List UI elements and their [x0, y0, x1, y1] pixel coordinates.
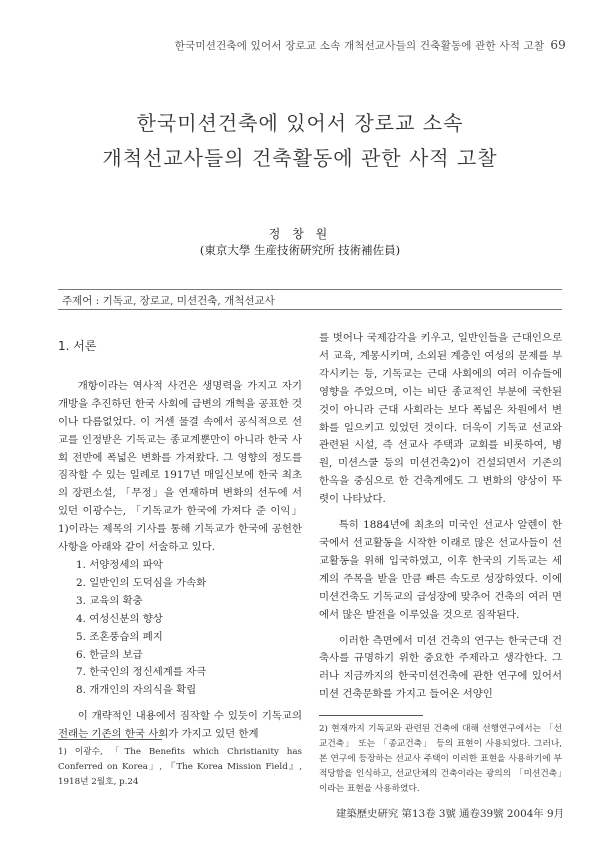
article-title-line-2: 개척선교사들의 건축활동에 관한 사적 고찰: [102, 146, 498, 170]
right-column: [319, 330, 562, 704]
author-affiliation: (東京大學 生産技術硏究所 技術補佐員): [199, 243, 401, 257]
section-heading: 1. 서론: [58, 339, 97, 353]
body-paragraph: 이 개략적인 내용에서 짐작할 수 있듯이 기독교의 전래는 기존의 한국 사회가 가지고 있던 한계: [58, 710, 302, 741]
keywords: 주제어 : 기독교, 장로교, 미션건축, 개척선교사: [62, 295, 275, 307]
running-header-title: 한국미션건축에 있어서 장로교 소속 개척선교사들의 건축활동에 관한 사적 고찰: [174, 40, 545, 52]
list-item: 8. 개개인의 자의식을 확립: [76, 684, 197, 697]
footnote-1: 1) 이광수, 「The Benefits which Christianity has Conferred on Korea」, 『The Korea Mission Field』, 1918년 2월호, p.24: [58, 747, 302, 787]
list-item: 7. 한국인의 정신세계를 자극: [76, 666, 207, 679]
intro-paragraph: 개항이라는 역사적 사건은 생명력을 가지고 자기 개방을 추진하던 한국 사회에 급변의 개혁을 공표한 것이나 다름없었다. 이 거센 물결 속에서 공식적으로 선교를 인정받은 기독교는 종교계뿐만이 아니라 한국 사회 전반에 폭넓은 변화를 가져왔다. 그 영향의 정도를 짐작할 수 있는 일례로 1917년 매일신보에 한국 최초의 장편소설, 「무정」을 연재하며 변화의 선두에 서 있던 이광수는, 「기독교가 한국에 가져다 준 이익」1)이라는 제목의 기사를 통해 기독교가 한국에 공헌한 사항을 아래와 같이 서술하고 있다.: [58, 379, 302, 554]
author-name: 정 창 원: [268, 227, 332, 241]
footnote-divider: [58, 739, 162, 740]
list-item: 3. 교육의 확충: [76, 594, 143, 607]
list-item: 5. 조혼풍습의 폐지: [76, 630, 163, 643]
journal-footer: 建築歷史硏究 第13卷 3號 通卷39號 2004年 9月: [335, 808, 564, 820]
footnote-2: 2) 현재까지 기독교와 관련된 건축에 대해 선행연구에서는 「선교건축」 또는 「종교건축」 등의 표현이 사용되었다. 그러나, 본 연구에 등장하는 선교사 주택이 이러한 표현을 사용하기에 부적당함을 인식하고, 선교단체의 건축이라는 광의의 「미션건축」이라는 표현을 사용하였다.: [319, 724, 562, 794]
article-title-line-1: 한국미션건축에 있어서 장로교 소속: [136, 111, 464, 135]
body-paragraph: 특히 1884년에 최초의 미국인 선교사 알렌이 한국에서 선교활동을 시작한 이래로 많은 선교사들이 선교활동을 위해 입국하였고, 이후 한국의 기독교는 세계의 주목을 받을 만큼 빠른 속도로 성장하였다. 이에 미션건축도 기독교의 급성장에 맞추어 건축의 여러 면에서 많은 발전을 이루었을 것으로 짐작된다.: [319, 519, 562, 621]
list-item: 4. 여성신분의 향상: [76, 612, 163, 625]
list-item: 6. 한글의 보급: [76, 648, 143, 661]
running-header: [175, 38, 566, 53]
body-paragraph: 이러한 측면에서 미션 건축의 연구는 한국근대 건축사를 규명하기 위한 중요한 주제라고 생각한다. 그러나 지금까지의 한국미션건축에 관한 연구에 있어서 미션 건축문화를 가지고 들어온 서양인: [319, 634, 562, 701]
list-item: 1. 서양정세의 파악: [76, 558, 163, 571]
keywords-box: [58, 289, 562, 310]
left-column: [58, 338, 302, 744]
page-number: 69: [550, 38, 566, 52]
body-paragraph: 를 벗어나 국제감각을 키우고, 일반인들을 근대인으로서 교육, 계몽시키며, 소외된 계층인 여성의 문제를 부각시키는 등, 기독교는 근대 사회에의 여러 이슈들에 영향을 주었으며, 이는 비단 종교적인 부분에 국한된 것이 아니라 근대 사회라는 보다 폭넓은 차원에서 변화를 일으키고 있었던 것이다. 더욱이 기독교 선교와 관련된 시설, 즉 선교사 주택과 교회를 비롯하여, 병원, 미션스쿨 등의 미션건축2)이 건설되면서 기존의 한옥을 중심으로 한 건축계에도 그 변화의 양상이 뚜렷이 나타났다.: [319, 332, 562, 506]
footnote-divider: [319, 715, 423, 716]
list-item: 2. 일반인의 도덕심을 가속화: [76, 576, 207, 589]
benefits-list: [58, 557, 302, 700]
